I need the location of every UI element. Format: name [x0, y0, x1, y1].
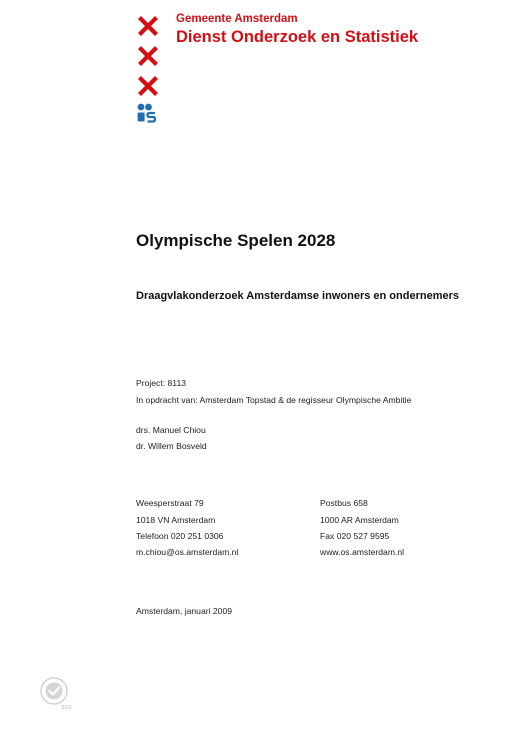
fax-number: Fax 020 527 9595 [320, 531, 390, 541]
document-title: Olympische Spelen 2028 [136, 231, 336, 250]
project-client: In opdracht van: Amsterdam Topstad & de regisseur Olympische Ambitie [136, 395, 412, 405]
po-box: Postbus 658 [320, 498, 368, 508]
seal-label: SGS [61, 705, 72, 711]
org-department-name: Dienst Onderzoek en Statistiek [176, 28, 419, 46]
author-name: drs. Manuel Chiou [136, 425, 206, 435]
org-parent-name: Gemeente Amsterdam [176, 13, 298, 25]
phone-number: Telefoon 020 251 0306 [136, 531, 224, 541]
street-address: Weesperstraat 79 [136, 498, 204, 508]
po-box-postal-city: 1000 AR Amsterdam [320, 515, 399, 525]
os-logo-icon [137, 103, 159, 123]
author-name: dr. Willem Bosveld [136, 441, 207, 451]
andrew-cross-icon [136, 44, 160, 68]
project-number: Project: 8113 [136, 378, 187, 388]
andrew-cross-icon [136, 74, 160, 98]
website-url: www.os.amsterdam.nl [320, 547, 405, 557]
andrew-cross-icon [136, 14, 160, 38]
date-line: Amsterdam, januari 2009 [136, 606, 233, 616]
amsterdam-logo [136, 14, 160, 104]
certification-seal-icon [36, 675, 72, 711]
postal-city: 1018 VN Amsterdam [136, 515, 216, 525]
email-address: m.chiou@os.amsterdam.nl [136, 547, 239, 557]
document-subtitle: Draagvlakonderzoek Amsterdamse inwoners en ondernemers [136, 290, 459, 302]
